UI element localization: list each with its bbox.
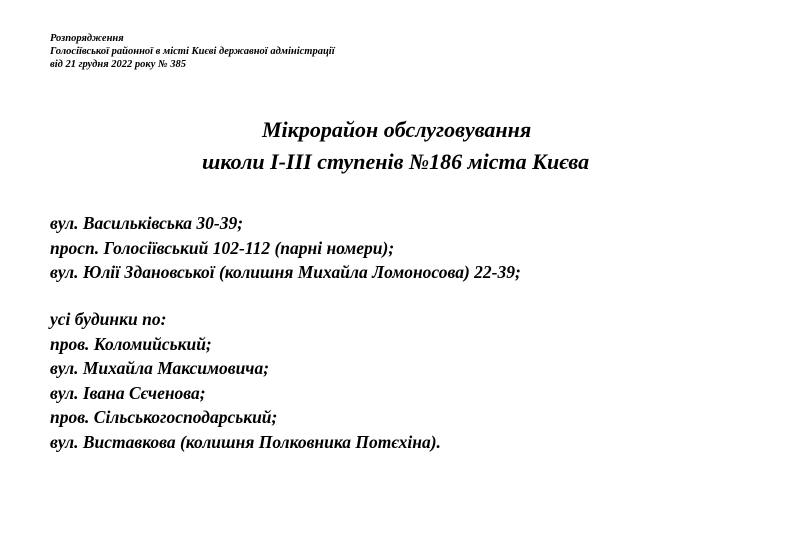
title-line-1: Мікрорайон обслуговування [262, 117, 532, 142]
header-line-administration: Голосіївської районної в місті Києві державної адміністрації [50, 46, 335, 57]
street-item: вул. Юлії Здановської (колишня Михайла Ломоносова) 22-39; [50, 262, 521, 282]
street-item: пров. Коломийський; [50, 333, 212, 354]
streets-list-heading: усі будинки по: [50, 309, 167, 329]
title-line-2: школи І-ІІІ ступенів №186 міста Києва [202, 149, 590, 174]
street-item: вул. Виставкова (колишня Полковника Потєхіна). [50, 431, 441, 452]
header-line-date: від 21 грудня 2022 року № 385 [50, 59, 186, 70]
street-item: пров. Сільськогосподарський; [50, 407, 278, 427]
street-item: вул. Івана Сєченова; [50, 382, 206, 403]
streets-list-partial [50, 211, 521, 285]
street-item: вул. Михайла Максимовича; [50, 358, 270, 378]
order-header [50, 32, 335, 71]
street-item: просп. Голосіївський 102-112 (парні номери); [50, 237, 395, 258]
street-item: вул. Васильківська 30-39; [50, 213, 244, 233]
header-line-order: Розпорядження [50, 33, 124, 44]
streets-list-all-buildings [50, 307, 441, 454]
